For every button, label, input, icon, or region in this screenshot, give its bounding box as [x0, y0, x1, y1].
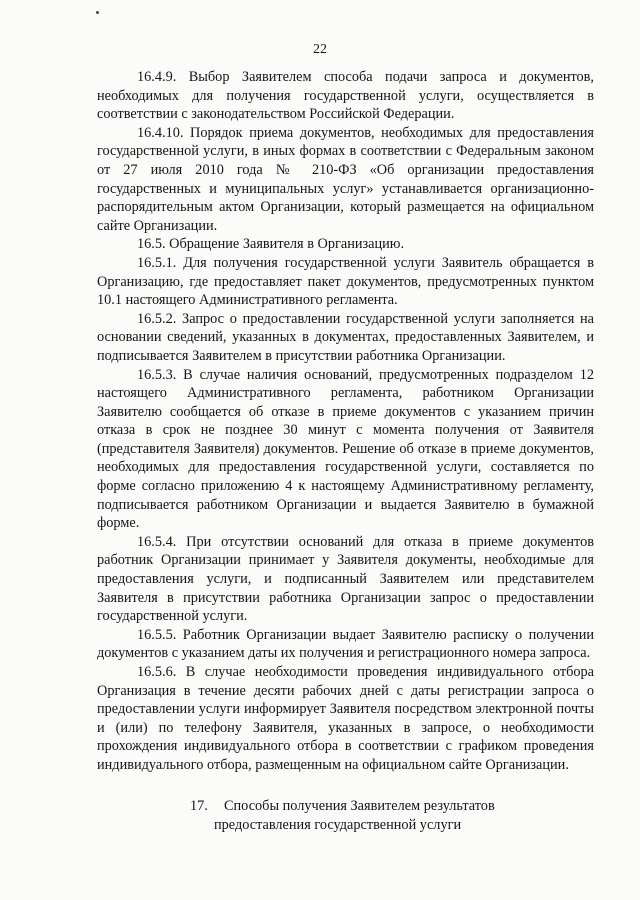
section-number: 17. — [190, 798, 208, 814]
page-number: 22 — [313, 42, 327, 57]
scan-speck — [96, 11, 99, 14]
paragraph-16-4-10: 16.4.10. Порядок приема документов, необходимых для предоставления государственной услуги, в иных формах в соответствии с Федеральным законом от 27 июля 2010 года № 210-ФЗ «Об организации предоставления государственных и муниципальных услуг» устанавливается организационно-распорядительным актом Организации, который размещается на официальном сайте Организации. — [97, 124, 594, 234]
paragraph-16-5-4: 16.5.4. При отсутствии оснований для отказа в приеме документов работник Организации принимает у Заявителя документы, необходимые для предоставления услуги, и подписанный Заявителем или представителем Заявителя в присутствии работника Организации запрос о предоставлении государственной услуги. — [97, 533, 594, 625]
paragraph-16-5-2: 16.5.2. Запрос о предоставлении государственной услуги заполняется на основании сведений, указанных в документах, предоставленных Заявителем, и подписывается Заявителем в присутствии работника Организации. — [97, 310, 594, 364]
document-body — [97, 68, 594, 775]
paragraph-16-5-3: 16.5.3. В случае наличия оснований, предусмотренных подразделом 12 настоящего Административного регламента, работником Организации Заявителю сообщается об отказе в приеме документов с указанием причин отказа в срок не позднее 30 минут с момента получения от Заявителя (представителя Заявителя) документов. Решение об отказе в приеме документов, необходимых для предоставления государственной услуги, составляется по форме согласно приложению 4 к настоящему Административному регламенту, подписывается работником Организации и выдается Заявителю в бумажной форме. — [97, 366, 594, 532]
section-title-line-2: предоставления государственной услуги — [214, 816, 462, 833]
paragraph-16-5-6: 16.5.6. В случае необходимости проведения индивидуального отбора Организация в течение десяти рабочих дней с даты регистрации запроса о предоставлении услуги информирует Заявителя посредством электронной почты и (или) по телефону Заявителя, указанных в запросе, о необходимости прохождения индивидуального отбора в соответствии с графиком проведения индивидуального отбора, размещенным на официальном сайте Организации. — [97, 664, 594, 773]
section-heading-line-1 — [190, 797, 495, 816]
section-title-line-1: Способы получения Заявителем результатов — [224, 798, 495, 814]
paragraph-16-5-5: 16.5.5. Работник Организации выдает Заявителю расписку о получении документов с указанием даты их получения и регистрационного номера запроса. — [97, 626, 594, 662]
paragraph-16-5-1: 16.5.1. Для получения государственной услуги Заявитель обращается в Организацию, где предоставляет пакет документов, предусмотренных пунктом 10.1 настоящего Административного регламента. — [97, 254, 594, 309]
paragraph-16-4-9: 16.4.9. Выбор Заявителем способа подачи запроса и документов, необходимых для получения государственной услуги, осуществляется в соответствии с законодательством Российской Федерации. — [97, 69, 594, 123]
paragraph-16-5: 16.5. Обращение Заявителя в Организацию. — [137, 236, 405, 253]
